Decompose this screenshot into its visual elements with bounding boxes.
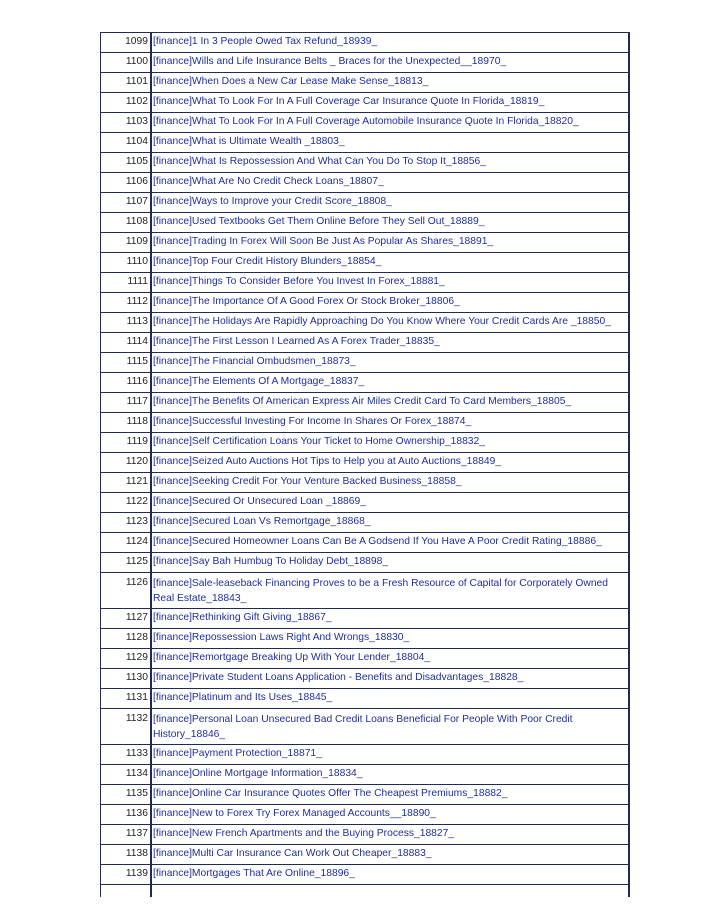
- article-cell: [150, 533, 630, 553]
- table-row: [100, 113, 630, 133]
- row-number: 1133: [100, 745, 150, 765]
- article-link[interactable]: [finance]The Benefits Of American Express Air Miles Credit Card To Card Members_18805_: [153, 396, 572, 407]
- table-row: [100, 393, 630, 413]
- row-number: 1129: [100, 649, 150, 669]
- article-link[interactable]: [finance]What To Look For In A Full Coverage Automobile Insurance Quote In Florida_18820_: [153, 116, 579, 127]
- table-row: [100, 93, 630, 113]
- article-link[interactable]: [finance]Wills and Life Insurance Belts _ Braces for the Unexpected__18970_: [153, 56, 507, 67]
- row-number: 1107: [100, 193, 150, 213]
- table-row: [100, 493, 630, 513]
- table-row: [100, 32, 630, 53]
- article-cell: [150, 689, 630, 709]
- row-number: 1130: [100, 669, 150, 689]
- article-link[interactable]: [finance]When Does a New Car Lease Make Sense_18813_: [153, 76, 429, 87]
- row-number: 1117: [100, 393, 150, 413]
- table-row: [100, 473, 630, 493]
- article-cell: [150, 293, 630, 313]
- article-link[interactable]: [finance]Online Car Insurance Quotes Offer The Cheapest Premiums_18882_: [153, 788, 508, 799]
- table-row: [100, 513, 630, 533]
- table-row: [100, 53, 630, 73]
- article-cell: [150, 649, 630, 669]
- article-cell: [150, 393, 630, 413]
- table-row: [100, 133, 630, 153]
- row-number: 1125: [100, 553, 150, 573]
- article-cell: [150, 825, 630, 845]
- table-row: [100, 233, 630, 253]
- row-number: 1103: [100, 113, 150, 133]
- table-row: [100, 193, 630, 213]
- article-link[interactable]: [finance]Payment Protection_18871_: [153, 748, 322, 759]
- article-cell: [150, 785, 630, 805]
- article-cell: [150, 453, 630, 473]
- article-cell: [150, 273, 630, 293]
- row-number-empty: [100, 885, 150, 897]
- article-link[interactable]: [finance]Secured Loan Vs Remortgage_18868_: [153, 516, 371, 527]
- article-link[interactable]: [finance]What Are No Credit Check Loans_18807_: [153, 176, 384, 187]
- article-link[interactable]: [finance]New French Apartments and the Buying Process_18827_: [153, 828, 455, 839]
- row-number: 1102: [100, 93, 150, 113]
- table-row: [100, 73, 630, 93]
- table-row: [100, 745, 630, 765]
- row-number: 1114: [100, 333, 150, 353]
- table-row: [100, 609, 630, 629]
- article-link[interactable]: [finance]Personal Loan Unsecured Bad Credit Loans Beneficial For People With Poor Credit History_18846_: [153, 714, 573, 740]
- article-link[interactable]: [finance]Self Certification Loans Your Ticket to Home Ownership_18832_: [153, 436, 485, 447]
- table-row: [100, 333, 630, 353]
- article-link[interactable]: [finance]Things To Consider Before You Invest In Forex_18881_: [153, 276, 445, 287]
- article-link[interactable]: [finance]Secured Or Unsecured Loan _18869_: [153, 496, 366, 507]
- table-row: [100, 293, 630, 313]
- article-link[interactable]: [finance]Say Bah Humbug To Holiday Debt_18898_: [153, 556, 389, 567]
- table-row: [100, 865, 630, 885]
- article-cell: [150, 609, 630, 629]
- article-link[interactable]: [finance]What Is Repossession And What Can You Do To Stop It_18856_: [153, 156, 486, 167]
- article-link[interactable]: [finance]Top Four Credit History Blunders_18854_: [153, 256, 382, 267]
- article-index-table: [100, 32, 630, 897]
- article-cell: [150, 153, 630, 173]
- article-cell: [150, 133, 630, 153]
- article-cell: [150, 333, 630, 353]
- article-link[interactable]: [finance]Rethinking Gift Giving_18867_: [153, 612, 332, 623]
- row-number: 1131: [100, 689, 150, 709]
- row-number: 1121: [100, 473, 150, 493]
- table-row: [100, 553, 630, 573]
- article-cell: [150, 413, 630, 433]
- article-link[interactable]: [finance]Repossession Laws Right And Wrongs_18830_: [153, 632, 410, 643]
- article-cell: [150, 73, 630, 93]
- article-cell: [150, 473, 630, 493]
- table-row: [100, 433, 630, 453]
- article-link[interactable]: [finance]Seized Auto Auctions Hot Tips to Help you at Auto Auctions_18849_: [153, 456, 502, 467]
- table-body: [100, 32, 630, 897]
- row-number: 1101: [100, 73, 150, 93]
- article-cell: [150, 765, 630, 785]
- table-row: [100, 785, 630, 805]
- article-link[interactable]: [finance]Successful Investing For Income In Shares Or Forex_18874_: [153, 416, 472, 427]
- article-link[interactable]: [finance]Mortgages That Are Online_18896_: [153, 868, 355, 879]
- row-number: 1123: [100, 513, 150, 533]
- article-cell: [150, 553, 630, 573]
- row-number: 1111: [100, 273, 150, 293]
- row-number: 1112: [100, 293, 150, 313]
- article-link[interactable]: [finance]Ways to Improve your Credit Score_18808_: [153, 196, 392, 207]
- row-number: 1124: [100, 533, 150, 553]
- article-link[interactable]: [finance]The First Lesson I Learned As A Forex Trader_18835_: [153, 336, 440, 347]
- article-link[interactable]: [finance]The Financial Ombudsmen_18873_: [153, 356, 356, 367]
- row-number: 1138: [100, 845, 150, 865]
- article-link[interactable]: [finance]Trading In Forex Will Soon Be Just As Popular As Shares_18891_: [153, 236, 494, 247]
- article-link[interactable]: [finance]The Elements Of A Mortgage_18837_: [153, 376, 365, 387]
- table-row: [100, 413, 630, 433]
- article-cell: [150, 253, 630, 273]
- article-cell: [150, 93, 630, 113]
- table-row: [100, 689, 630, 709]
- row-number: 1104: [100, 133, 150, 153]
- article-cell: [150, 745, 630, 765]
- row-number: 1127: [100, 609, 150, 629]
- table-row: [100, 573, 630, 609]
- article-link[interactable]: [finance]Secured Homeowner Loans Can Be A Godsend If You Have A Poor Credit Rating_18886_: [153, 536, 602, 547]
- row-number: 1105: [100, 153, 150, 173]
- table-row: [100, 669, 630, 689]
- article-link[interactable]: [finance]Multi Car Insurance Can Work Out Cheaper_18883_: [153, 848, 432, 859]
- row-number: 1106: [100, 173, 150, 193]
- table-row: [100, 709, 630, 745]
- row-number: 1136: [100, 805, 150, 825]
- table-row: [100, 765, 630, 785]
- article-link[interactable]: [finance]Remortgage Breaking Up With Your Lender_18804_: [153, 652, 431, 663]
- article-link[interactable]: [finance]What is Ultimate Wealth _18803_: [153, 136, 345, 147]
- row-number: 1126: [100, 573, 150, 609]
- article-cell: [150, 53, 630, 73]
- row-number: 1109: [100, 233, 150, 253]
- row-number: 1139: [100, 865, 150, 885]
- row-number: 1122: [100, 493, 150, 513]
- row-number: 1110: [100, 253, 150, 273]
- article-cell: [150, 805, 630, 825]
- row-number: 1115: [100, 353, 150, 373]
- article-cell: [150, 709, 630, 745]
- article-link[interactable]: [finance]New to Forex Try Forex Managed Accounts__18890_: [153, 808, 436, 819]
- table-row: [100, 153, 630, 173]
- article-link[interactable]: [finance]Sale-leaseback Financing Proves to be a Fresh Resource of Capital for Corporately Owned Real Estate_18843_: [153, 578, 609, 604]
- row-number: 1119: [100, 433, 150, 453]
- row-number: 1099: [100, 32, 150, 53]
- table-row: [100, 453, 630, 473]
- table-row: [100, 273, 630, 293]
- article-cell: [150, 513, 630, 533]
- article-cell: [150, 213, 630, 233]
- article-cell: [150, 233, 630, 253]
- article-cell: [150, 32, 630, 53]
- article-link[interactable]: [finance]Platinum and Its Uses_18845_: [153, 692, 333, 703]
- row-number: 1134: [100, 765, 150, 785]
- article-cell: [150, 433, 630, 453]
- article-cell: [150, 845, 630, 865]
- article-cell: [150, 173, 630, 193]
- article-cell: [150, 493, 630, 513]
- article-link[interactable]: [finance]Online Mortgage Information_18834_: [153, 768, 363, 779]
- article-link[interactable]: [finance]The Importance Of A Good Forex Or Stock Broker_18806_: [153, 296, 460, 307]
- article-cell: [150, 865, 630, 885]
- row-number: 1120: [100, 453, 150, 473]
- table-row: [100, 173, 630, 193]
- table-row: [100, 313, 630, 333]
- article-cell: [150, 193, 630, 213]
- table-row: [100, 825, 630, 845]
- table-row: [100, 373, 630, 393]
- table-row: [100, 253, 630, 273]
- article-cell-empty: [150, 885, 630, 897]
- article-cell: [150, 113, 630, 133]
- row-number: 1108: [100, 213, 150, 233]
- row-number: 1113: [100, 313, 150, 333]
- row-number: 1116: [100, 373, 150, 393]
- row-number: 1132: [100, 709, 150, 745]
- article-link[interactable]: [finance]Used Textbooks Get Them Online Before They Sell Out_18889_: [153, 216, 485, 227]
- table-row: [100, 353, 630, 373]
- row-number: 1137: [100, 825, 150, 845]
- document-page: [100, 32, 630, 897]
- article-cell: [150, 669, 630, 689]
- table-row-empty: [100, 885, 630, 897]
- article-cell: [150, 373, 630, 393]
- article-link[interactable]: [finance]1 In 3 People Owed Tax Refund_18939_: [153, 36, 378, 47]
- table-row: [100, 845, 630, 865]
- table-row: [100, 649, 630, 669]
- row-number: 1128: [100, 629, 150, 649]
- article-cell: [150, 353, 630, 373]
- article-link[interactable]: [finance]Seeking Credit For Your Venture Backed Business_18858_: [153, 476, 462, 487]
- table-row: [100, 533, 630, 553]
- table-row: [100, 213, 630, 233]
- row-number: 1118: [100, 413, 150, 433]
- article-cell: [150, 573, 630, 609]
- table-row: [100, 805, 630, 825]
- row-number: 1100: [100, 53, 150, 73]
- article-cell: [150, 313, 630, 333]
- row-number: 1135: [100, 785, 150, 805]
- article-link[interactable]: [finance]Private Student Loans Application - Benefits and Disadvantages_18828_: [153, 672, 524, 683]
- article-link[interactable]: [finance]The Holidays Are Rapidly Approaching Do You Know Where Your Credit Cards Are _18850_: [153, 316, 611, 327]
- article-link[interactable]: [finance]What To Look For In A Full Coverage Car Insurance Quote In Florida_18819_: [153, 96, 545, 107]
- article-cell: [150, 629, 630, 649]
- table-row: [100, 629, 630, 649]
